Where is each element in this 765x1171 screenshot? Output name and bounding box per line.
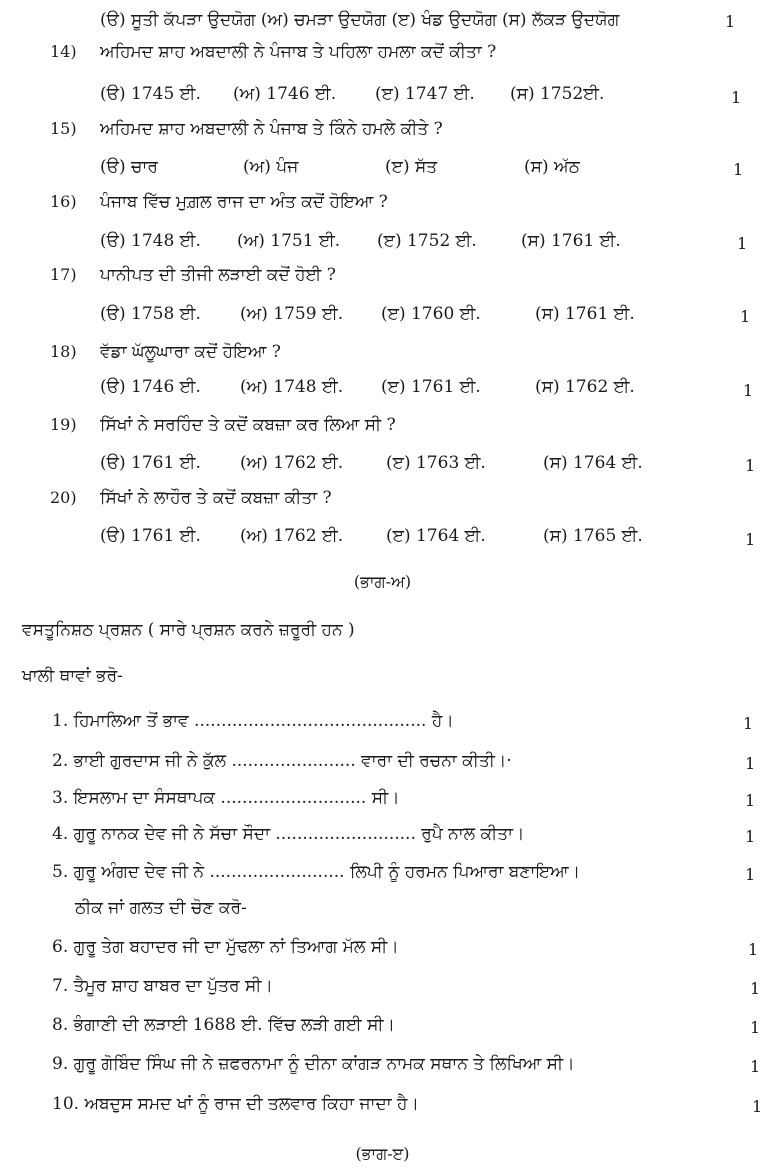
true-false-item: 10. ਅਬਦੁਸ ਸਮਦ ਖਾਂ ਨੂੰ ਰਾਜ ਦੀ ਤਲਵਾਰ ਕਿਹਾ ਜਾਦਾ ਹੈ। [52, 1094, 419, 1114]
question-text: ਪਾਨੀਪਤ ਦੀ ਤੀਜੀ ਲੜਾਈ ਕਦੋਂ ਹੋਈ ? [100, 265, 336, 285]
option-c: (ੲ) 1761 ਈ. [381, 377, 481, 397]
option-a: (ੳ) 1758 ਈ. [100, 304, 201, 324]
option-d: (ਸ) 1764 ਈ. [543, 453, 643, 473]
fill-heading: ਖਾਲੀ ਥਾਵਾਂ ਭਰੋ- [22, 666, 123, 686]
question-mark: 1 [745, 530, 756, 549]
item-mark: 1 [743, 714, 754, 733]
fill-blank-item: 1. ਹਿਮਾਲਿਆ ਤੋਂ ਭਾਵ ........................................... ਹੈ। [52, 711, 454, 731]
option-d: (ਸ) 1761 ਈ. [535, 304, 635, 324]
option-b: (ਅ) 1759 ਈ. [240, 304, 344, 324]
option-b: (ਅ) ਪੰਜ [243, 157, 299, 177]
question-mark: 1 [740, 307, 751, 326]
q13-mark: 1 [725, 12, 736, 31]
option-a: (ੳ) 1761 ਈ. [100, 526, 201, 546]
option-d: (ਸ) 1762 ਈ. [535, 377, 635, 397]
option-c: (ੲ) 1764 ਈ. [386, 526, 486, 546]
item-mark: 1 [745, 754, 756, 773]
option-a: (ੳ) 1745 ਈ. [100, 84, 201, 104]
item-mark: 1 [745, 827, 756, 846]
question-number: 17) [50, 265, 77, 284]
question-number: 16) [50, 192, 77, 211]
section-heading: (ਭਾਗ-ੲ) [355, 1144, 410, 1163]
question-text: ਅਹਿਮਦ ਸ਼ਾਹ ਅਬਦਾਲੀ ਨੇ ਪੰਜਾਬ ਤੇ ਕਿੰਨੇ ਹਮਲੇ ਕੀਤੇ ? [100, 119, 443, 139]
question-number: 18) [50, 342, 77, 361]
question-text: ਸਿੱਖਾਂ ਨੇ ਸਰਹਿੰਦ ਤੇ ਕਦੋਂ ਕਬਜ਼ਾ ਕਰ ਲਿਆ ਸੀ ? [100, 415, 396, 435]
item-mark: 1 [750, 979, 761, 998]
option-d: (ਸ) 1761 ਈ. [521, 231, 621, 251]
item-mark: 1 [745, 865, 756, 884]
item-mark: 1 [752, 1097, 763, 1116]
option-c: (ੲ) 1752 ਈ. [377, 231, 477, 251]
option-b: (ਅ) 1748 ਈ. [240, 377, 344, 397]
question-mark: 1 [745, 456, 756, 475]
fill-blank-item: 4. ਗੁਰੂ ਨਾਨਕ ਦੇਵ ਜੀ ਨੇ ਸੱਚਾ ਸੌਦਾ .......................... ਰੁਪੈ ਨਾਲ ਕੀਤਾ। [52, 824, 525, 844]
question-mark: 1 [743, 381, 754, 400]
question-text: ਸਿੱਖਾਂ ਨੇ ਲਾਹੌਰ ਤੇ ਕਦੋਂ ਕਬਜ਼ਾ ਕੀਤਾ ? [100, 488, 332, 508]
q13-options: (ੳ) ਸੂਤੀ ਕੱਪੜਾ ਉਦਯੋਗ (ਅ) ਚਮੜਾ ਉਦਯੋਗ (ੲ) ਖੰਡ ਉਦਯੋਗ (ਸ) ਲੱਕੜ ਉਦਯੋਗ [100, 10, 620, 30]
true-false-item: 7. ਤੈਮੂਰ ਸ਼ਾਹ ਬਾਬਰ ਦਾ ਪੁੱਤਰ ਸੀ। [52, 976, 273, 996]
option-b: (ਅ) 1762 ਈ. [240, 453, 344, 473]
option-c: (ੲ) 1763 ਈ. [386, 453, 486, 473]
option-d: (ਸ) 1765 ਈ. [543, 526, 643, 546]
item-mark: 1 [750, 1018, 761, 1037]
option-a: (ੳ) ਚਾਰ [100, 157, 158, 177]
question-number: 15) [50, 119, 77, 138]
option-d: (ਸ) ਅੱਠ [524, 157, 580, 177]
option-a: (ੳ) 1746 ਈ. [100, 377, 201, 397]
tf-heading: ਠੀਕ ਜਾਂ ਗਲਤ ਦੀ ਚੋਣ ਕਰੋ- [75, 898, 247, 918]
option-a: (ੳ) 1748 ਈ. [100, 231, 201, 251]
fill-blank-item: 3. ਇਸਲਾਮ ਦਾ ਸੰਸਥਾਪਕ ........................... ਸੀ। [52, 788, 400, 808]
option-c: (ੲ) 1760 ਈ. [381, 304, 481, 324]
item-mark: 1 [748, 940, 759, 959]
question-text: ਪੰਜਾਬ ਵਿੱਚ ਮੁਗ਼ਲ ਰਾਜ ਦਾ ਅੰਤ ਕਦੋਂ ਹੋਇਆ ? [100, 192, 388, 212]
question-mark: 1 [733, 160, 744, 179]
question-number: 20) [50, 488, 77, 507]
objective-heading: ਵਸਤੂਨਿਸ਼ਠ ਪ੍ਰਸ਼ਨ ( ਸਾਰੇ ਪ੍ਰਸ਼ਨ ਕਰਨੇ ਜ਼ਰੂਰੀ ਹਨ ) [22, 620, 355, 640]
true-false-item: 6. ਗੁਰੂ ਤੇਗ ਬਹਾਦਰ ਜੀ ਦਾ ਮੁੱਢਲਾ ਨਾਂ ਤਿਆਗ ਮੱਲ ਸੀ। [52, 937, 399, 957]
question-text: ਵੱਡਾ ਘੱਲੂਘਾਰਾ ਕਦੋਂ ਹੋਇਆ ? [100, 342, 281, 362]
true-false-item: 8. ਭੰਗਾਣੀ ਦੀ ਲੜਾਈ 1688 ਈ. ਵਿੱਚ ਲੜੀ ਗਈ ਸੀ। [52, 1015, 395, 1035]
item-mark: 1 [745, 791, 756, 810]
question-mark: 1 [731, 88, 742, 107]
option-c: (ੲ) 1747 ਈ. [375, 84, 475, 104]
question-number: 19) [50, 415, 77, 434]
question-mark: 1 [737, 234, 748, 253]
option-b: (ਅ) 1762 ਈ. [240, 526, 344, 546]
option-b: (ਅ) 1746 ਈ. [233, 84, 337, 104]
fill-blank-item: 2. ਭਾਈ ਗੁਰਦਾਸ ਜੀ ਨੇ ਕੁੱਲ ....................... ਵਾਰਾ ਦੀ ਰਚਨਾ ਕੀਤੀ।· [52, 751, 512, 771]
option-b: (ਅ) 1751 ਈ. [237, 231, 341, 251]
option-a: (ੳ) 1761 ਈ. [100, 453, 201, 473]
question-text: ਅਹਿਮਦ ਸ਼ਾਹ ਅਬਦਾਲੀ ਨੇ ਪੰਜਾਬ ਤੇ ਪਹਿਲਾ ਹਮਲਾ ਕਦੋਂ ਕੀਤਾ ? [100, 42, 497, 62]
item-mark: 1 [750, 1057, 761, 1076]
option-c: (ੲ) ਸੱਤ [385, 157, 438, 177]
section-heading: (ਭਾਗ-ਅ) [353, 572, 412, 591]
true-false-item: 9. ਗੁਰੂ ਗੋਬਿੰਦ ਸਿੰਘ ਜੀ ਨੇ ਜ਼ਫਰਨਾਮਾ ਨੂੰ ਦੀਨਾ ਕਾਂਗੜ ਨਾਮਕ ਸਥਾਨ ਤੇ ਲਿਖਿਆ ਸੀ। [52, 1054, 575, 1074]
fill-blank-item: 5. ਗੁਰੂ ਅੰਗਦ ਦੇਵ ਜੀ ਨੇ ......................... ਲਿਪੀ ਨੂੰ ਹਰਮਨ ਪਿਆਰਾ ਬਣਾਇਆ। [52, 862, 581, 882]
question-number: 14) [50, 42, 77, 61]
option-d: (ਸ) 1752ਈ. [510, 84, 605, 104]
